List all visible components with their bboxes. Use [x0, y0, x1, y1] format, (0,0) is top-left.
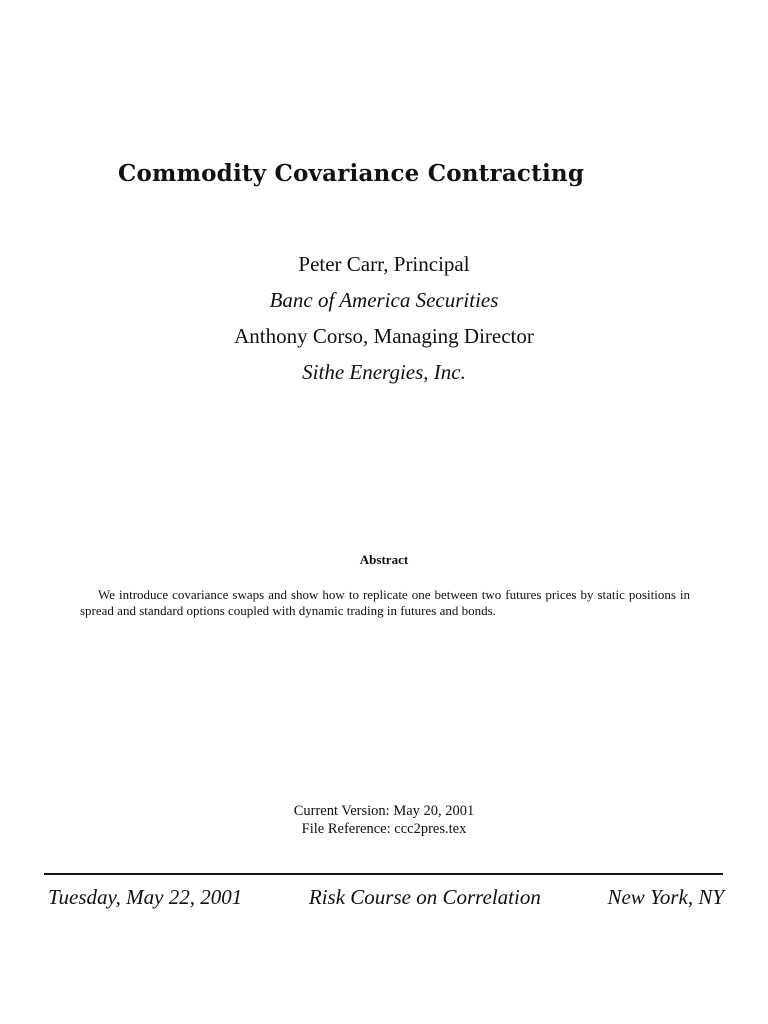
abstract-body: We introduce covariance swaps and show how to replicate one between two futures prices by static positions in spread and standard options coupled with dynamic trading in futures and bonds.: [80, 587, 690, 618]
footer-location: New York, NY: [607, 885, 724, 909]
author-block: [0, 246, 768, 390]
footer-date: Tuesday, May 22, 2001: [48, 885, 243, 909]
version-block: [0, 802, 768, 838]
footer-rule: [44, 873, 723, 875]
author-affiliation-2: Sithe Energies, Inc.: [302, 360, 466, 384]
author-affiliation-1: Banc of America Securities: [269, 288, 499, 312]
author-name-1: Peter Carr, Principal: [298, 252, 470, 276]
current-version: Current Version: May 20, 2001: [293, 803, 475, 819]
paper-title: Commodity Covariance Contracting: [118, 160, 585, 187]
author-name-2: Anthony Corso, Managing Director: [234, 324, 534, 348]
footer-event: Risk Course on Correlation: [308, 885, 541, 909]
file-reference: File Reference: ccc2pres.tex: [301, 821, 467, 837]
abstract-heading: Abstract: [359, 552, 409, 567]
footer: [48, 885, 724, 910]
